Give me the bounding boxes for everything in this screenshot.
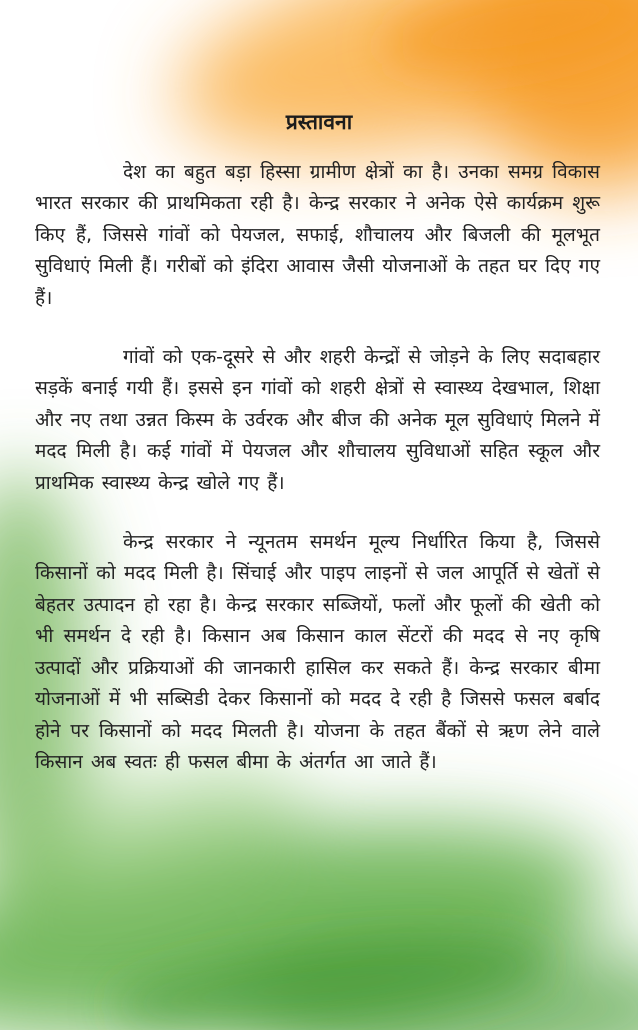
document-body <box>35 157 600 806</box>
paragraph-1: देश का बहुत बड़ा हिस्सा ग्रामीण क्षेत्रों का है। उनका समग्र विकास भारत सरकार की प्राथमिकता रही है। केन्द्र सरकार ने अनेक ऐसे कार्यक्रम शुरू किए हैं, जिससे गांवों को पेयजल, सफाई, शौचालय और बिजली की मूलभूत सुविधाएं मिली हैं। गरीबों को इंदिरा आवास जैसी योजनाओं के तहत घर दिए गए हैं। <box>35 161 600 309</box>
paragraph-3: केन्द्र सरकार ने न्यूनतम समर्थन मूल्य निर्धारित किया है, जिससे किसानों को मदद मिली है। सिंचाई और पाइप लाइनों से जल आपूर्ति से खेतों से बेहतर उत्पादन हो रहा है। केन्द्र सरकार सब्जियों, फलों और फूलों की खेती को भी समर्थन दे रही है। किसान अब किसान काल सेंटरों की मदद से नए कृषि उत्पादों और प्रक्रियाओं की जानकारी हासिल कर सकते हैं। केन्द्र सरकार बीमा योजनाओं में भी सब्सिडी देकर किसानों को मदद दे रही है जिससे फसल बर्बाद होने पर किसानों को मदद मिलती है। योजना के तहत बैंकों से ऋण लेने वाले किसान अब स्वतः ही फसल बीमा के अंतर्गत आ जाते हैं। <box>35 531 600 773</box>
paragraph-2: गांवों को एक-दूसरे से और शहरी केन्द्रों से जोड़ने के लिए सदाबहार सड़कें बनाई गयी हैं। इससे इन गांवों को शहरी क्षेत्रों से स्वास्थ्य देखभाल, शिक्षा और नए तथा उन्नत किस्म के उर्वरक और बीज की अनेक मूल सुविधाएं मिलने में मदद मिली है। कई गांवों में पेयजल और शौचालय सुविधाओं सहित स्कूल और प्राथमिक स्वास्थ्य केन्द्र खोले गए हैं। <box>35 346 600 494</box>
document-title: प्रस्तावना <box>285 110 353 134</box>
